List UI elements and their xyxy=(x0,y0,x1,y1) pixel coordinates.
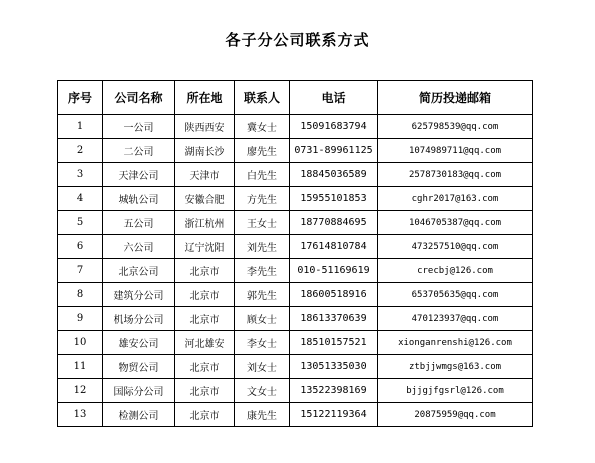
table-row xyxy=(58,115,533,139)
table-row xyxy=(58,163,533,187)
cell-company-name: 六公司 xyxy=(103,235,175,259)
cell-phone: 18510157521 xyxy=(290,331,378,355)
cell-index: 11 xyxy=(58,355,103,379)
table-row xyxy=(58,187,533,211)
cell-index: 6 xyxy=(58,235,103,259)
header-resume-email: 简历投递邮箱 xyxy=(378,81,533,115)
cell-index: 8 xyxy=(58,283,103,307)
cell-company-name: 城轨公司 xyxy=(103,187,175,211)
cell-index: 12 xyxy=(58,379,103,403)
cell-location: 河北雄安 xyxy=(175,331,235,355)
cell-company-name: 五公司 xyxy=(103,211,175,235)
cell-contact-person: 王女士 xyxy=(235,211,290,235)
cell-email: 1074989711@qq.com xyxy=(378,139,533,163)
cell-contact-person: 刘女士 xyxy=(235,355,290,379)
cell-phone: 010-51169619 xyxy=(290,259,378,283)
cell-company-name: 国际分公司 xyxy=(103,379,175,403)
cell-location: 北京市 xyxy=(175,283,235,307)
cell-index: 4 xyxy=(58,187,103,211)
cell-email: 653705635@qq.com xyxy=(378,283,533,307)
cell-phone: 18845036589 xyxy=(290,163,378,187)
cell-location: 辽宁沈阳 xyxy=(175,235,235,259)
cell-contact-person: 白先生 xyxy=(235,163,290,187)
page-title: 各子分公司联系方式 xyxy=(225,31,370,49)
cell-email: xionganrenshi@126.com xyxy=(378,331,533,355)
table-header-row xyxy=(58,81,533,115)
cell-location: 北京市 xyxy=(175,307,235,331)
cell-email: ztbjjwmgs@163.com xyxy=(378,355,533,379)
cell-email: cghr2017@163.com xyxy=(378,187,533,211)
cell-contact-person: 康先生 xyxy=(235,403,290,427)
table-row xyxy=(58,355,533,379)
cell-index: 9 xyxy=(58,307,103,331)
header-contact-person: 联系人 xyxy=(235,81,290,115)
cell-email: 20875959@qq.com xyxy=(378,403,533,427)
header-location: 所在地 xyxy=(175,81,235,115)
cell-contact-person: 郭先生 xyxy=(235,283,290,307)
cell-email: 473257510@qq.com xyxy=(378,235,533,259)
header-company-name: 公司名称 xyxy=(103,81,175,115)
cell-phone: 18613370639 xyxy=(290,307,378,331)
cell-index: 13 xyxy=(58,403,103,427)
cell-location: 北京市 xyxy=(175,379,235,403)
table-row xyxy=(58,307,533,331)
cell-company-name: 机场分公司 xyxy=(103,307,175,331)
cell-location: 浙江杭州 xyxy=(175,211,235,235)
cell-index: 10 xyxy=(58,331,103,355)
cell-contact-person: 李女士 xyxy=(235,331,290,355)
cell-email: 2578730183@qq.com xyxy=(378,163,533,187)
cell-location: 安徽合肥 xyxy=(175,187,235,211)
cell-company-name: 雄安公司 xyxy=(103,331,175,355)
cell-company-name: 建筑分公司 xyxy=(103,283,175,307)
cell-index: 2 xyxy=(58,139,103,163)
cell-location: 北京市 xyxy=(175,403,235,427)
cell-contact-person: 方先生 xyxy=(235,187,290,211)
cell-email: bjjgjfgsrl@126.com xyxy=(378,379,533,403)
header-index: 序号 xyxy=(58,81,103,115)
cell-email: 1046705387@qq.com xyxy=(378,211,533,235)
cell-contact-person: 廖先生 xyxy=(235,139,290,163)
cell-location: 陕西西安 xyxy=(175,115,235,139)
cell-index: 1 xyxy=(58,115,103,139)
cell-phone: 13522398169 xyxy=(290,379,378,403)
table-row xyxy=(58,139,533,163)
cell-index: 7 xyxy=(58,259,103,283)
cell-location: 北京市 xyxy=(175,355,235,379)
cell-phone: 15091683794 xyxy=(290,115,378,139)
cell-contact-person: 文女士 xyxy=(235,379,290,403)
table-row xyxy=(58,259,533,283)
cell-phone: 18770884695 xyxy=(290,211,378,235)
cell-contact-person: 冀女士 xyxy=(235,115,290,139)
cell-company-name: 天津公司 xyxy=(103,163,175,187)
cell-contact-person: 刘先生 xyxy=(235,235,290,259)
cell-index: 3 xyxy=(58,163,103,187)
table-row xyxy=(58,403,533,427)
cell-location: 天津市 xyxy=(175,163,235,187)
cell-contact-person: 顾女士 xyxy=(235,307,290,331)
cell-phone: 15955101853 xyxy=(290,187,378,211)
cell-company-name: 物贸公司 xyxy=(103,355,175,379)
cell-phone: 15122119364 xyxy=(290,403,378,427)
contacts-table xyxy=(57,80,533,427)
cell-contact-person: 李先生 xyxy=(235,259,290,283)
cell-email: 470123937@qq.com xyxy=(378,307,533,331)
cell-company-name: 北京公司 xyxy=(103,259,175,283)
table-row xyxy=(58,235,533,259)
cell-phone: 18600518916 xyxy=(290,283,378,307)
cell-company-name: 检测公司 xyxy=(103,403,175,427)
cell-phone: 0731-89961125 xyxy=(290,139,378,163)
cell-phone: 13051335030 xyxy=(290,355,378,379)
cell-phone: 17614810784 xyxy=(290,235,378,259)
header-phone: 电话 xyxy=(290,81,378,115)
cell-email: 625798539@qq.com xyxy=(378,115,533,139)
cell-location: 北京市 xyxy=(175,259,235,283)
cell-company-name: 二公司 xyxy=(103,139,175,163)
cell-index: 5 xyxy=(58,211,103,235)
table-row xyxy=(58,379,533,403)
cell-email: crecbj@126.com xyxy=(378,259,533,283)
table-row xyxy=(58,283,533,307)
table-row xyxy=(58,331,533,355)
cell-company-name: 一公司 xyxy=(103,115,175,139)
table-row xyxy=(58,211,533,235)
cell-location: 湖南长沙 xyxy=(175,139,235,163)
